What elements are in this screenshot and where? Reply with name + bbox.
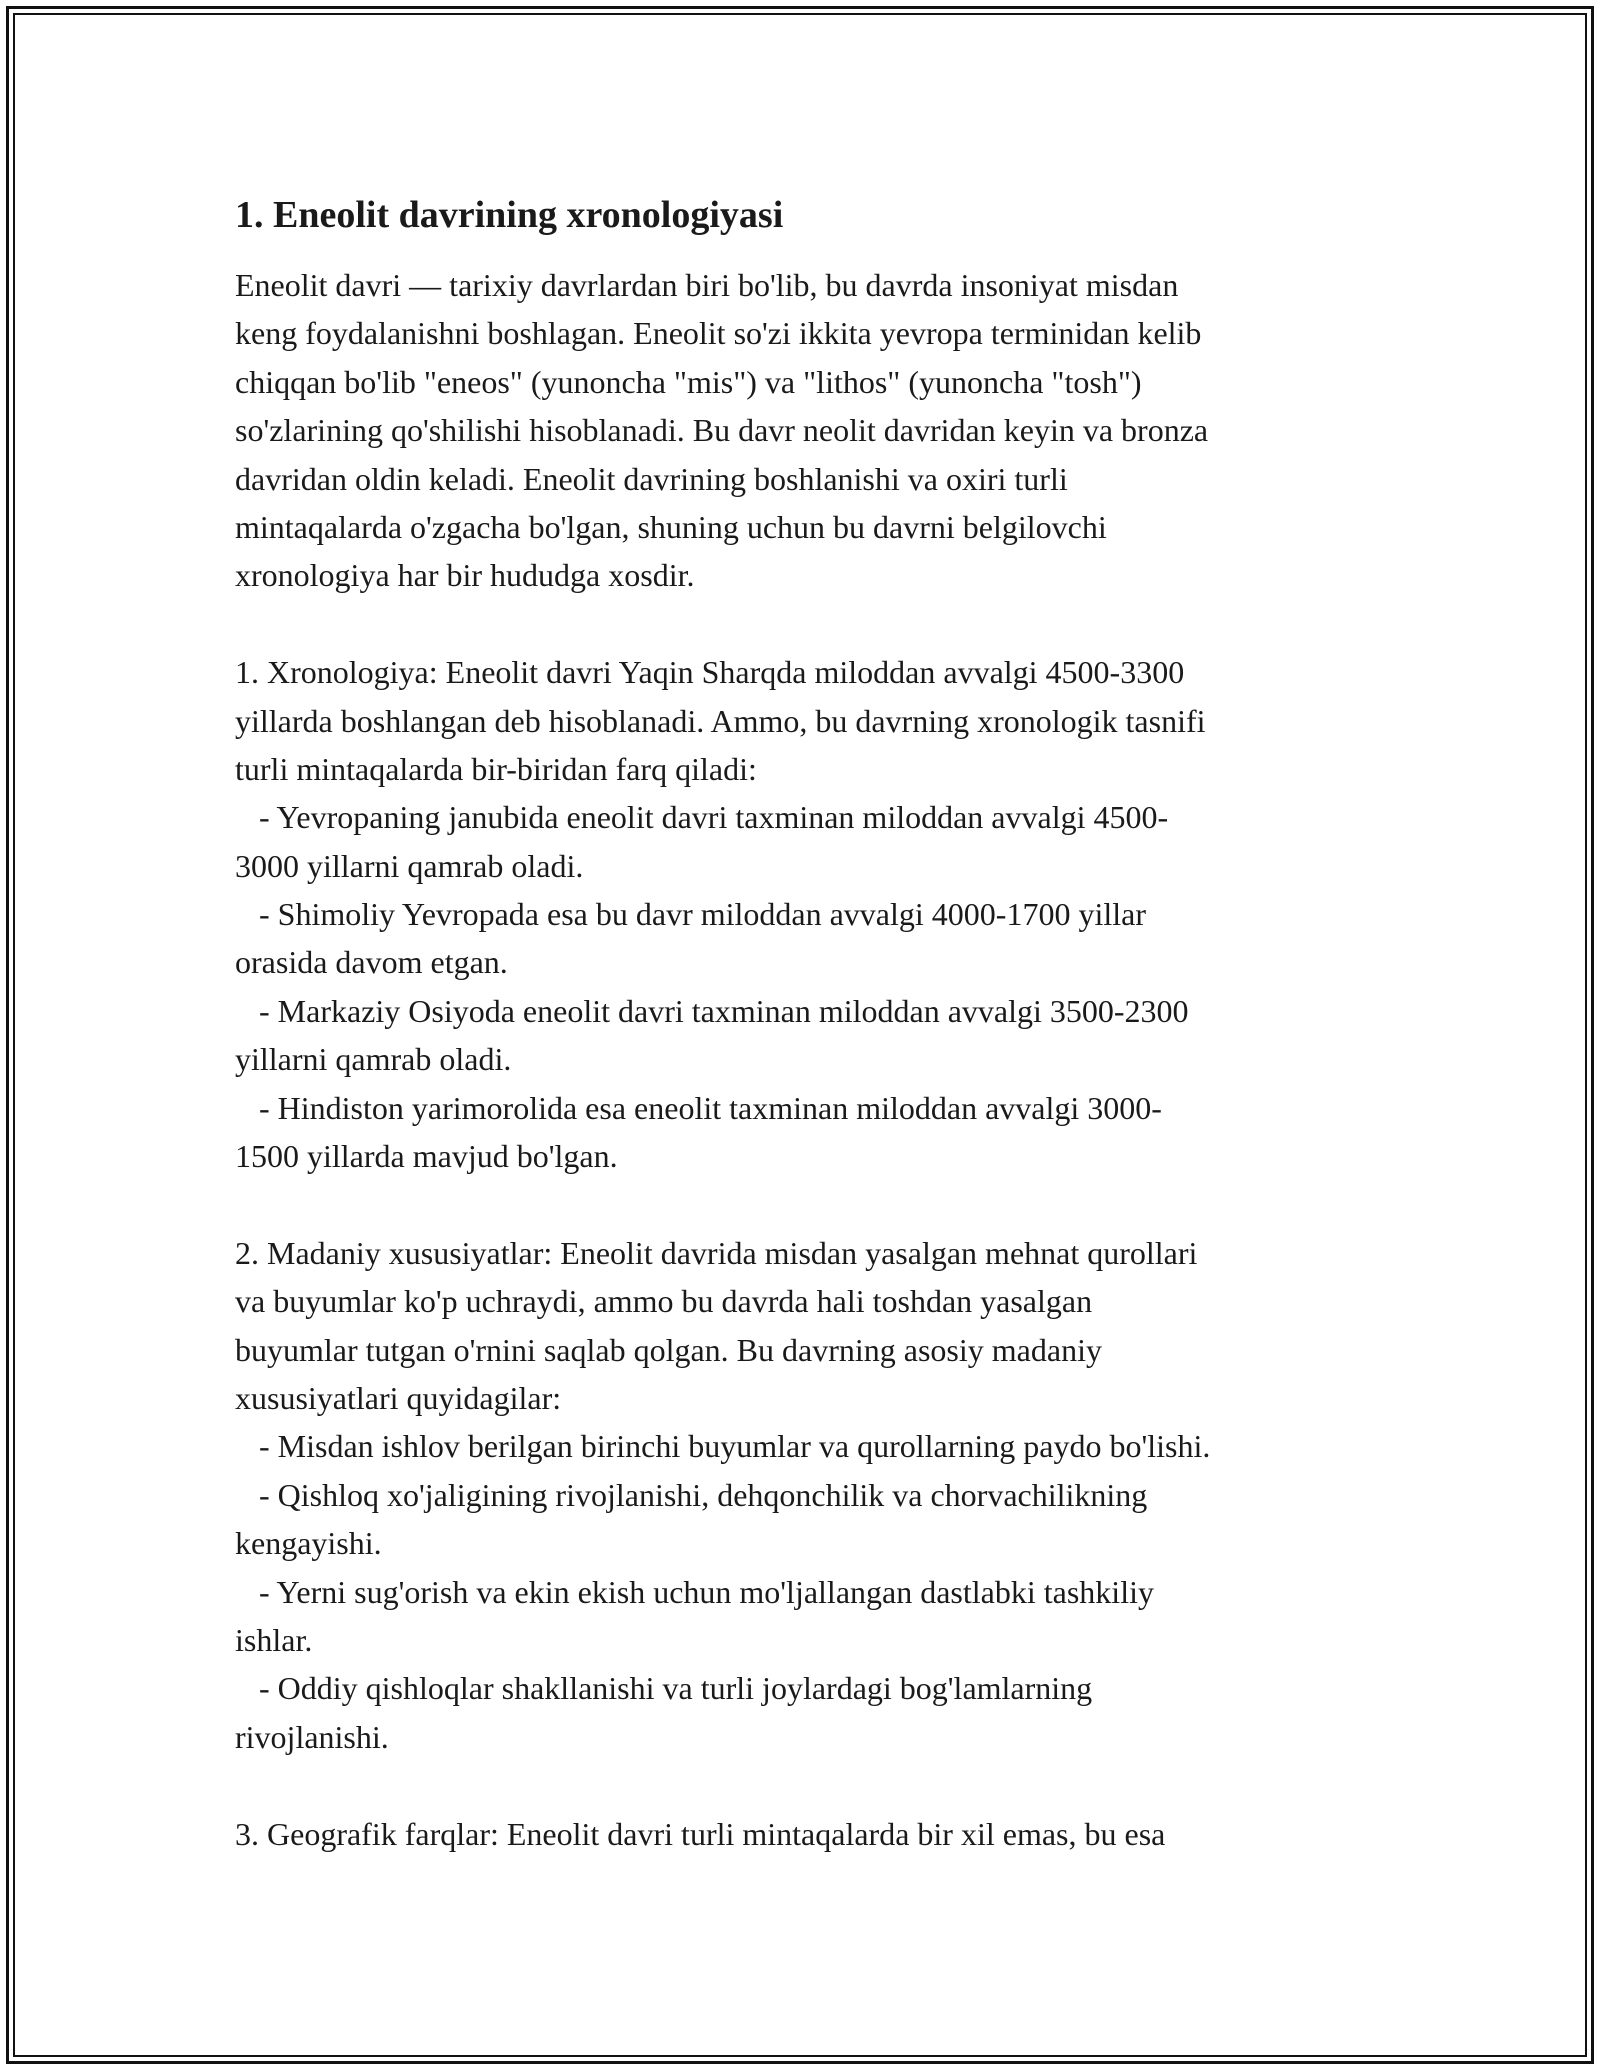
list-item-line: - Qishloq xo'jaligining rivojlanishi, dehqonchilik va chorvachilikning — [235, 1476, 1148, 1513]
intro-line: keng foydalanishni boshlagan. Eneolit so'zi ikkita yevropa terminidan kelib — [235, 315, 1202, 352]
intro-line: davridan oldin keladi. Eneolit davrining boshlanishi va oxiri turli — [235, 460, 1068, 497]
list-item-line: - Hindiston yarimorolida esa eneolit taxminan miloddan avvalgi 3000- — [235, 1089, 1162, 1126]
section-cultural-features — [235, 1229, 1365, 1761]
section-line: xususiyatlari quyidagilar: — [235, 1379, 562, 1416]
list-item-line: 1500 yillarda mavjud bo'lgan. — [235, 1138, 618, 1175]
list-item-line: yillarni qamrab oladi. — [235, 1041, 512, 1078]
list-item-line: kengayishi. — [235, 1525, 382, 1562]
intro-line: xronologiya har bir hududga xosdir. — [235, 557, 695, 594]
paragraph-spacer — [235, 600, 1365, 648]
list-item-line: - Markaziy Osiyoda eneolit davri taxminan miloddan avvalgi 3500-2300 — [235, 992, 1189, 1029]
section-line: 1. Xronologiya: Eneolit davri Yaqin Sharqda miloddan avvalgi 4500-3300 — [235, 654, 1185, 691]
intro-line: chiqqan bo'lib "eneos" (yunoncha "mis") va "lithos" (yunoncha "tosh") — [235, 363, 1142, 400]
section-line: 3. Geografik farqlar: Eneolit davri turli mintaqalarda bir xil emas, bu esa — [235, 1815, 1166, 1852]
intro-line: so'zlarining qo'shilishi hisoblanadi. Bu davr neolit davridan keyin va bronza — [235, 412, 1209, 449]
section-line: turli mintaqalarda bir-biridan farq qiladi: — [235, 750, 757, 787]
list-item-line: ishlar. — [235, 1621, 313, 1658]
list-item-line: - Oddiy qishloqlar shakllanishi va turli joylardagi bog'lamlarning — [235, 1670, 1093, 1707]
paragraph-spacer — [235, 1761, 1365, 1809]
section-line: yillarda boshlangan deb hisoblanadi. Ammo, bu davrning xronologik tasnifi — [235, 702, 1206, 739]
section-line: va buyumlar ko'p uchraydi, ammo bu davrda hali toshdan yasalgan — [235, 1283, 1093, 1320]
list-item-line: 3000 yillarni qamrab oladi. — [235, 847, 584, 884]
list-item-line: - Yerni sug'orish va ekin ekish uchun mo'ljallangan dastlabki tashkiliy — [235, 1573, 1154, 1610]
list-item-line: - Yevropaning janubida eneolit davri taxminan miloddan avvalgi 4500- — [235, 799, 1169, 836]
document-page — [235, 180, 1365, 1858]
paragraph-spacer — [235, 1180, 1365, 1228]
intro-line: mintaqalarda o'zgacha bo'lgan, shuning uchun bu davrni belgilovchi — [235, 508, 1107, 545]
section-geographic-differences — [235, 1810, 1365, 1858]
list-item-line: - Misdan ishlov berilgan birinchi buyumlar va qurollarning paydo bo'lishi. — [235, 1428, 1211, 1465]
intro-line: Eneolit davri — tarixiy davrlardan biri bo'lib, bu davrda insoniyat misdan — [235, 267, 1179, 303]
list-item-line: - Shimoliy Yevropada esa bu davr miloddan avvalgi 4000-1700 yillar — [235, 896, 1146, 933]
list-item-line: orasida davom etgan. — [235, 944, 508, 981]
section-line: buyumlar tutgan o'rnini saqlab qolgan. Bu davrning asosiy madaniy — [235, 1331, 1102, 1368]
list-item-line: rivojlanishi. — [235, 1718, 389, 1755]
section-line: 2. Madaniy xususiyatlar: Eneolit davrida misdan yasalgan mehnat qurollari — [235, 1234, 1198, 1271]
document-heading: 1. Eneolit davrining xronologiyasi — [235, 194, 784, 236]
intro-paragraph — [235, 261, 1365, 600]
section-chronology — [235, 648, 1365, 1180]
